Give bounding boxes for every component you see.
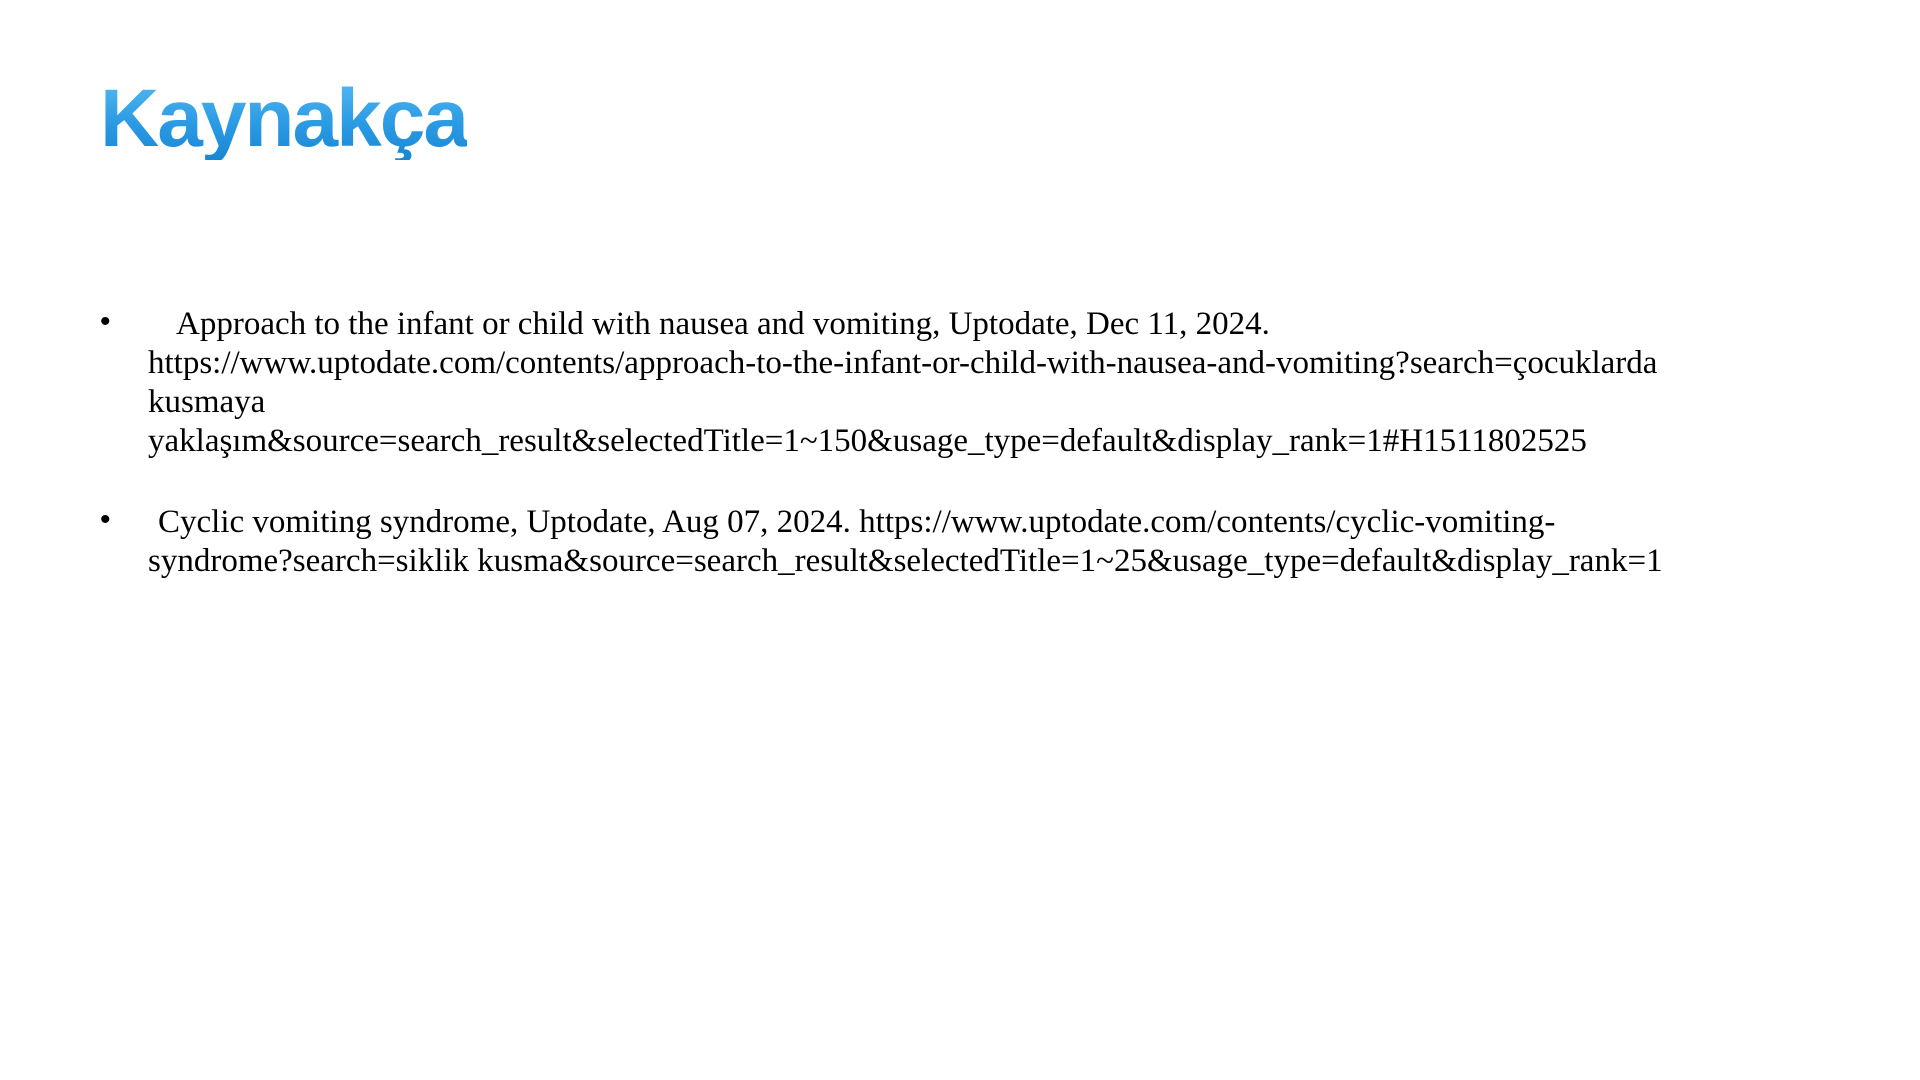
reference-line: Cyclic vomiting syndrome, Uptodate, Aug 07, 2024. https://www.uptodate.com/contents/cyclic-vomiting- xyxy=(158,504,1556,540)
bullet-icon: • xyxy=(100,305,111,338)
reference-item xyxy=(100,503,1820,581)
reference-text xyxy=(148,503,1820,581)
reference-link-line[interactable]: kusmaya xyxy=(148,384,266,420)
slide-title: Kaynakça xyxy=(100,73,467,164)
reference-text xyxy=(148,305,1820,461)
reference-line: Approach to the infant or child with nausea and vomiting, Uptodate, Dec 11, 2024. xyxy=(176,306,1270,342)
reference-item xyxy=(100,305,1820,461)
reference-list xyxy=(100,305,1820,581)
bullet-icon: • xyxy=(100,503,111,536)
reference-link-line[interactable]: https://www.uptodate.com/contents/approach-to-the-infant-or-child-with-nausea-and-vomiting?search=çocuklarda xyxy=(148,345,1658,381)
reference-link-line[interactable]: syndrome?search=siklik kusma&source=search_result&selectedTitle=1~25&usage_type=default&display_rank=1 xyxy=(148,543,1663,579)
reference-link-line[interactable]: yaklaşım&source=search_result&selectedTitle=1~150&usage_type=default&display_rank=1#H1511802525 xyxy=(148,423,1587,459)
